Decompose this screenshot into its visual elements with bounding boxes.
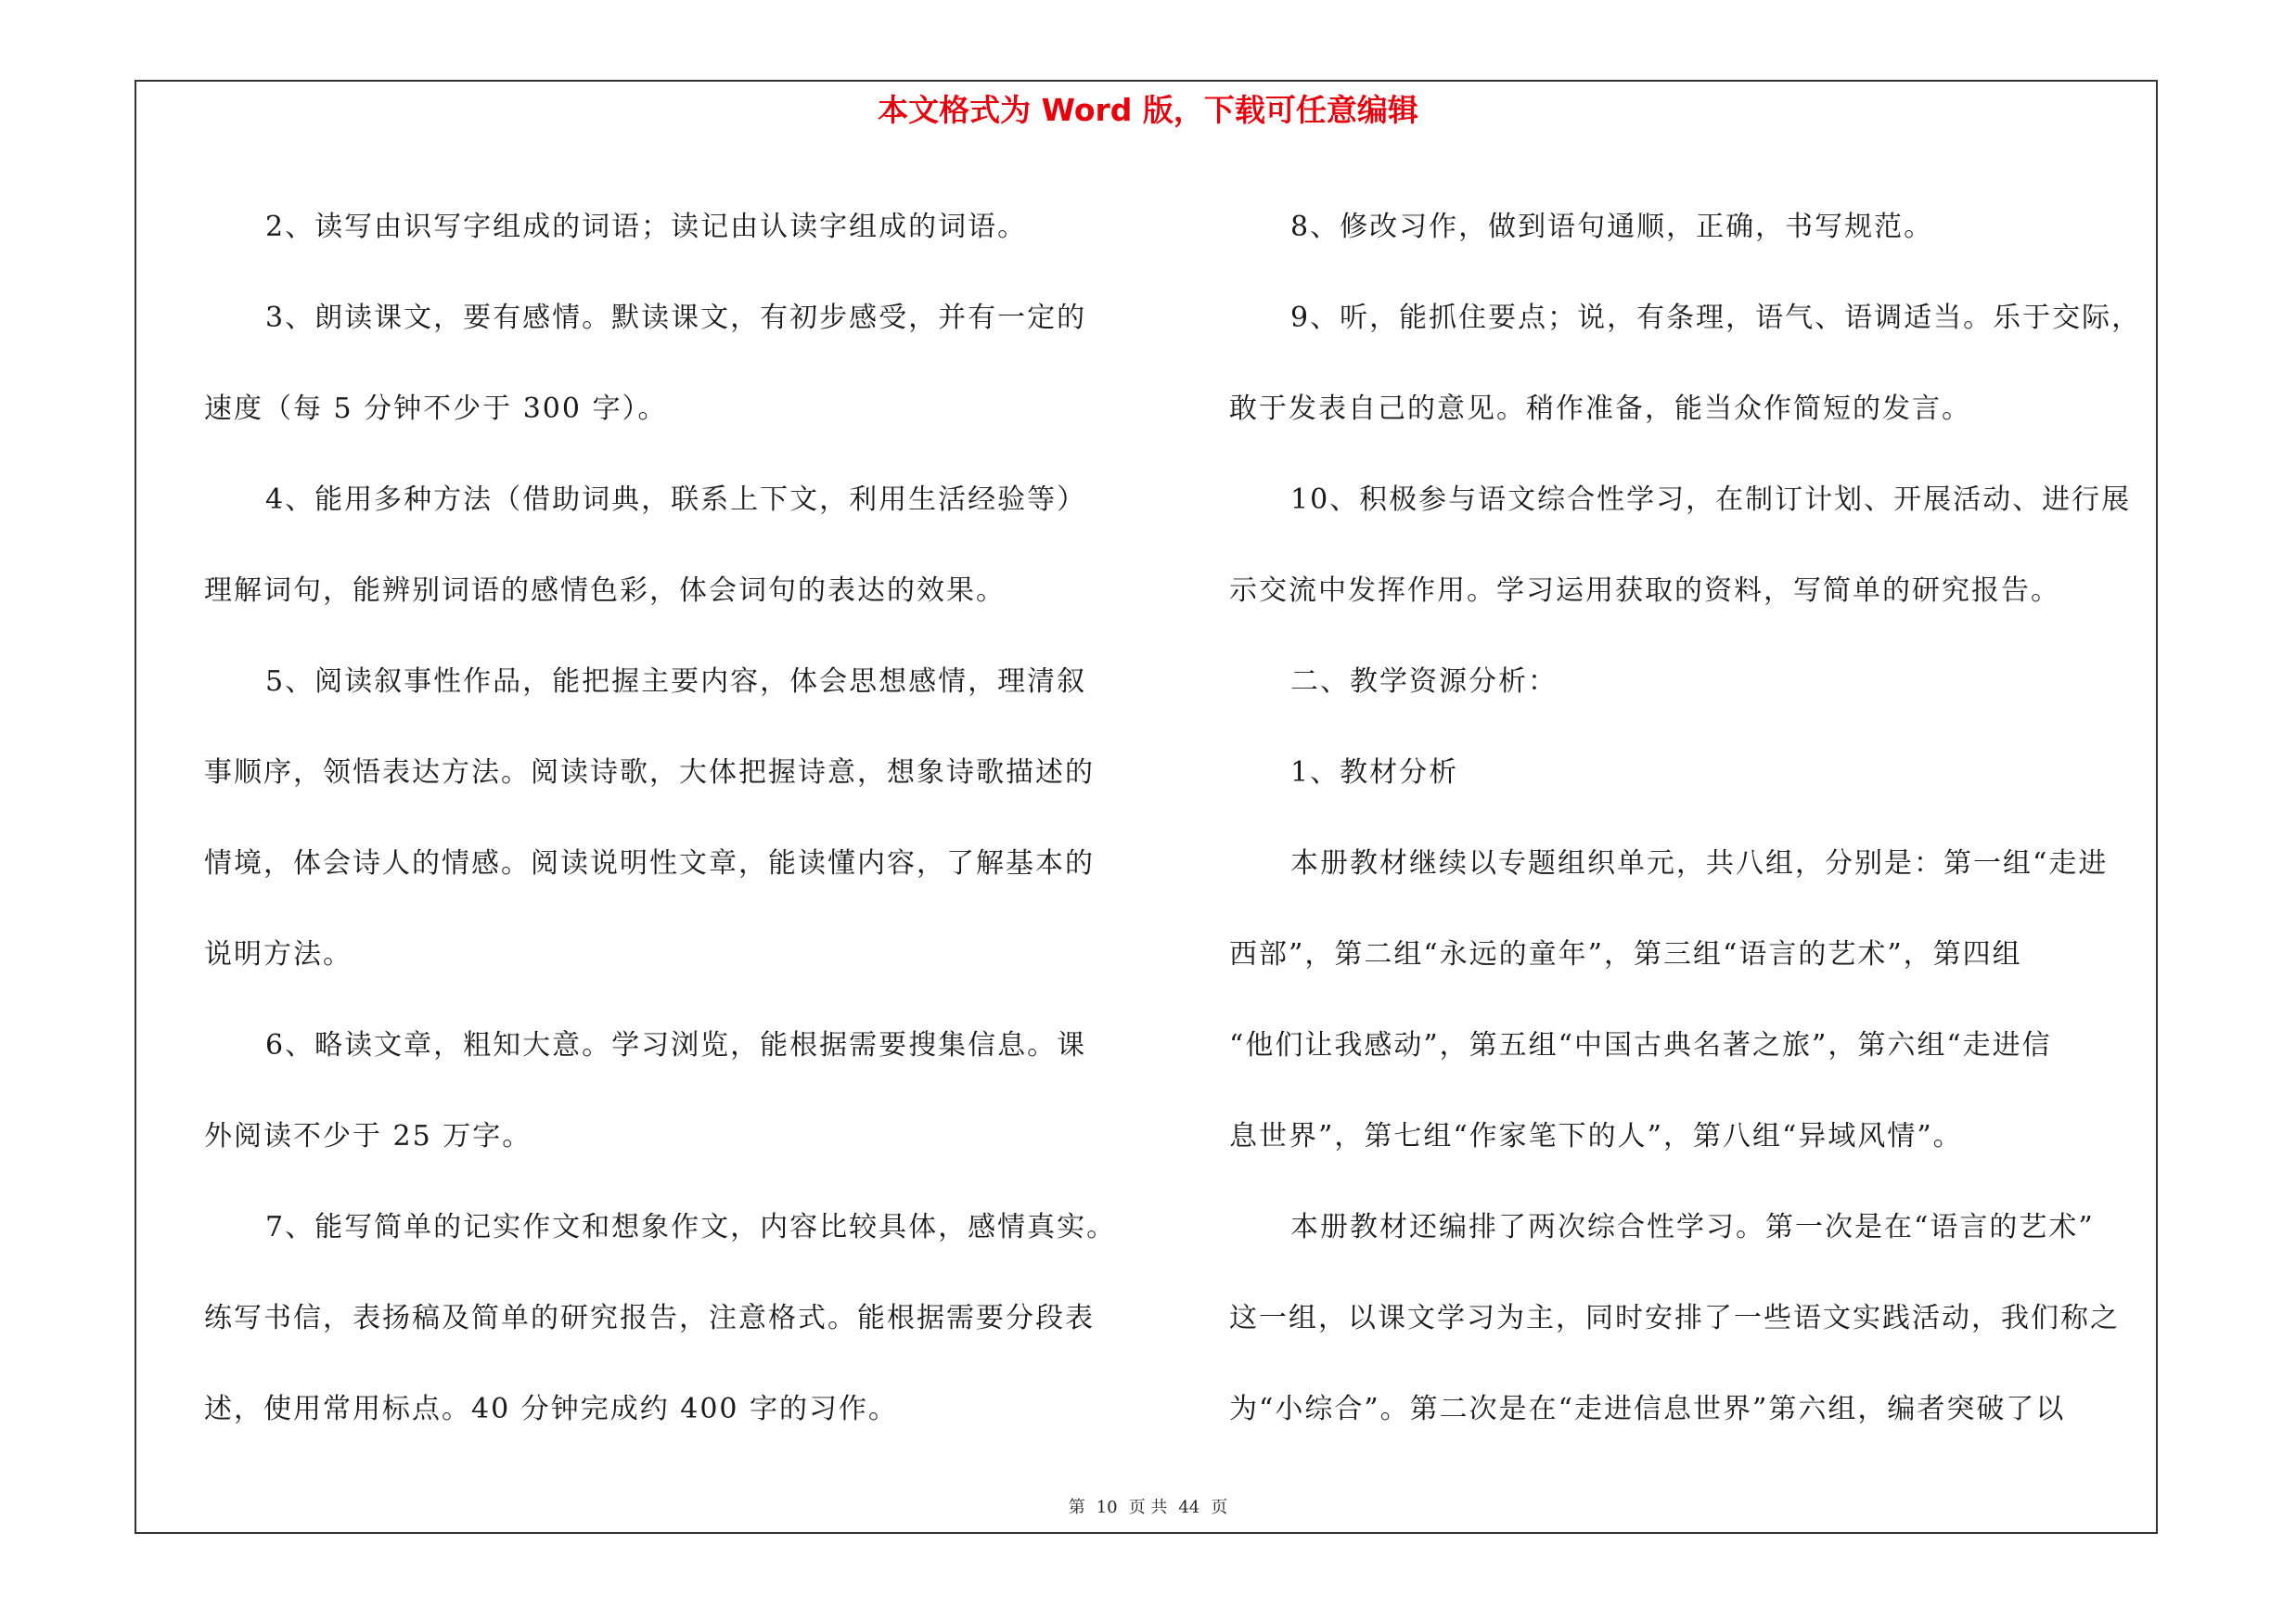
footer-mid: 页 共 xyxy=(1128,1498,1168,1517)
document-header-notice: 本文格式为 Word 版，下载可任意编辑 xyxy=(878,92,1418,128)
footer-suffix: 页 xyxy=(1211,1498,1228,1517)
text-line: 1、教材分析 xyxy=(1290,756,1459,789)
right-text-column xyxy=(1229,182,2161,1455)
text-line: 9、听，能抓住要点；说，有条理，语气、语调适当。乐于交际， xyxy=(1290,302,2142,334)
text-line: 3、朗读课文，要有感情。默读课文，有初步感受，并有一定的 xyxy=(265,302,1087,334)
text-line: 速度（每 5 分钟不少于 300 字）。 xyxy=(204,393,668,425)
text-line: 息世界”，第七组“作家笔下的人”，第八组“异域风情”。 xyxy=(1229,1120,1963,1153)
text-line: 这一组，以课文学习为主，同时安排了一些语文实践活动，我们称之 xyxy=(1229,1302,2120,1334)
text-line: 2、读写由识写字组成的词语；读记由认读字组成的词语。 xyxy=(265,211,1028,243)
text-line: 说明方法。 xyxy=(204,938,353,971)
text-line: 情境，体会诗人的情感。阅读说明性文章，能读懂内容，了解基本的 xyxy=(204,847,1095,880)
text-line: “他们让我感动”，第五组“中国古典名著之旅”，第六组“走进信 xyxy=(1229,1029,2052,1062)
text-line: 事顺序，领悟表达方法。阅读诗歌，大体把握诗意，想象诗歌描述的 xyxy=(204,756,1095,789)
current-page-number: 10 xyxy=(1096,1498,1118,1517)
text-line: 5、阅读叙事性作品，能把握主要内容，体会思想感情，理清叙 xyxy=(265,665,1087,698)
footer-prefix: 第 xyxy=(1068,1498,1085,1517)
text-line: 为“小综合”。第二次是在“走进信息世界”第六组，编者突破了以 xyxy=(1229,1393,2066,1425)
left-text-column xyxy=(204,182,1141,1455)
text-line: 练写书信，表扬稿及简单的研究报告，注意格式。能根据需要分段表 xyxy=(204,1302,1095,1334)
text-line: 本册教材继续以专题组织单元，共八组，分别是：第一组“走进 xyxy=(1290,847,2109,880)
text-line: 8、修改习作，做到语句通顺，正确，书写规范。 xyxy=(1290,211,1934,243)
text-line: 理解词句，能辨别词语的感情色彩，体会词句的表达的效果。 xyxy=(204,574,1006,607)
text-line: 西部”，第二组“永远的童年”，第三组“语言的艺术”，第四组 xyxy=(1229,938,2022,971)
text-line: 外阅读不少于 25 万字。 xyxy=(204,1120,532,1153)
text-line: 示交流中发挥作用。学习运用获取的资料，写简单的研究报告。 xyxy=(1229,574,2060,607)
text-line: 6、略读文章，粗知大意。学习浏览，能根据需要搜集信息。课 xyxy=(265,1029,1087,1062)
text-line: 敢于发表自己的意见。稍作准备，能当众作简短的发言。 xyxy=(1229,393,1971,425)
text-line: 二、教学资源分析： xyxy=(1290,665,1558,698)
text-line: 4、能用多种方法（借助词典，联系上下文，利用生活经验等） xyxy=(265,483,1087,516)
page-number-footer xyxy=(0,1494,2296,1522)
text-line: 述，使用常用标点。40 分钟完成约 400 字的习作。 xyxy=(204,1393,899,1425)
text-line: 7、能写简单的记实作文和想象作文，内容比较具体，感情真实。 xyxy=(265,1211,1117,1243)
text-line: 10、积极参与语文综合性学习，在制订计划、开展活动、进行展 xyxy=(1290,483,2132,516)
total-page-count: 44 xyxy=(1178,1498,1200,1517)
text-line: 本册教材还编排了两次综合性学习。第一次是在“语言的艺术” xyxy=(1290,1211,2095,1243)
